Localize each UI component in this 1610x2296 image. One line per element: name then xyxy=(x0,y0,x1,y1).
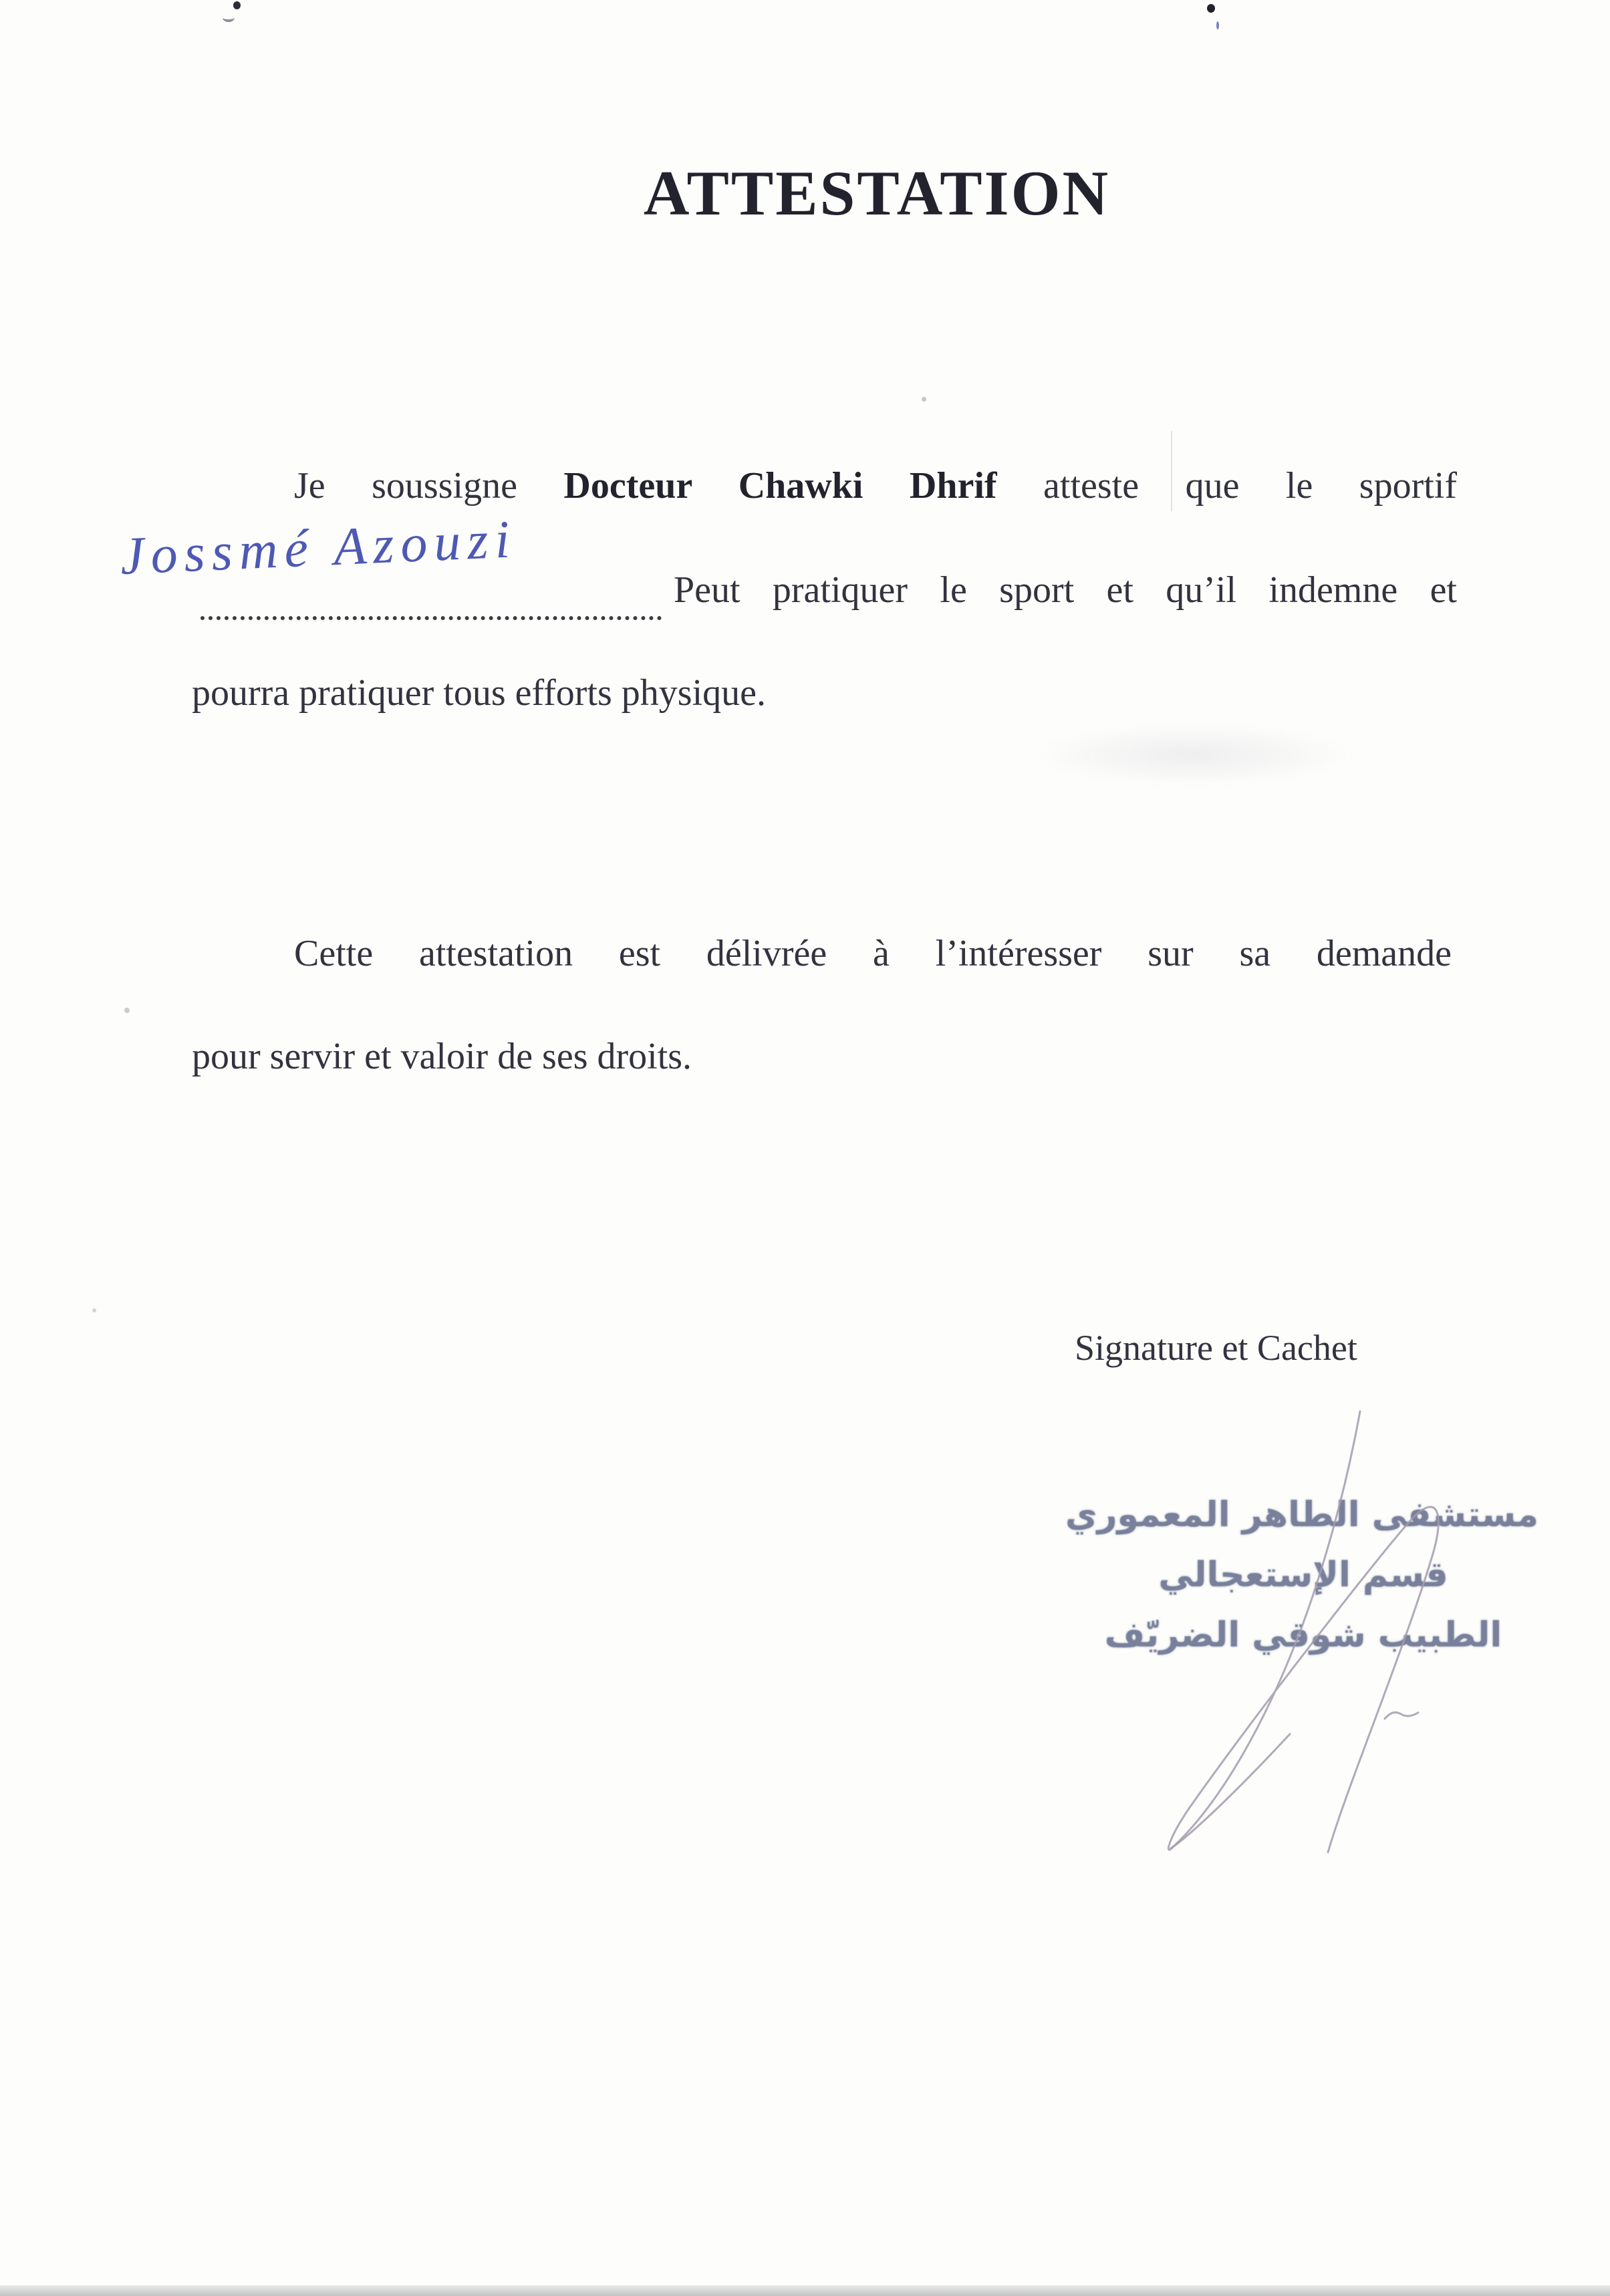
scan-speck xyxy=(922,397,926,402)
stamp-doctor-name: الطبيب شوقي الضريّف xyxy=(1104,1615,1502,1655)
signature-label: Signature et Cachet xyxy=(1075,1328,1357,1368)
erased-pencil-smudge xyxy=(1029,723,1357,786)
scan-speck xyxy=(124,1008,130,1013)
paragraph1-line1-rest: atteste que le sportif xyxy=(1043,465,1458,507)
paragraph1-line1 xyxy=(294,462,1457,509)
scan-speck xyxy=(92,1308,96,1312)
scanner-edge-bar xyxy=(0,2285,1610,2296)
doctor-name: Docteur Chawki Dhrif xyxy=(563,465,997,507)
scan-speck xyxy=(1207,4,1215,13)
handwritten-signature xyxy=(969,1370,1610,1878)
stamp-department: قسم الإستعجالي xyxy=(1158,1555,1448,1595)
dotted-fill-line xyxy=(200,584,662,620)
handwritten-athlete-name: Jossmé Azouzi xyxy=(119,510,518,587)
scan-speck xyxy=(223,13,235,22)
paragraph1-intro: Je soussigne xyxy=(294,465,517,507)
paragraph2-line2: pour servir et valoir de ses droits. xyxy=(192,1036,692,1077)
paragraph2-line1: Cette attestation est délivrée à l’intéresser sur sa demande xyxy=(294,933,1452,974)
scan-speck xyxy=(1216,21,1219,29)
scan-speck xyxy=(233,1,241,9)
stamp-hospital-name: مستشفى الطاهر المعموري xyxy=(1065,1495,1538,1535)
paragraph1-line2: Peut pratiquer le sport et qu’il indemne et xyxy=(674,569,1457,611)
signature-stroke xyxy=(1385,1713,1418,1719)
document-title: ATTESTATION xyxy=(643,158,1111,229)
paragraph1-line3: pourra pratiquer tous efforts physique. xyxy=(192,672,766,714)
signature-stroke xyxy=(1168,1411,1438,1852)
